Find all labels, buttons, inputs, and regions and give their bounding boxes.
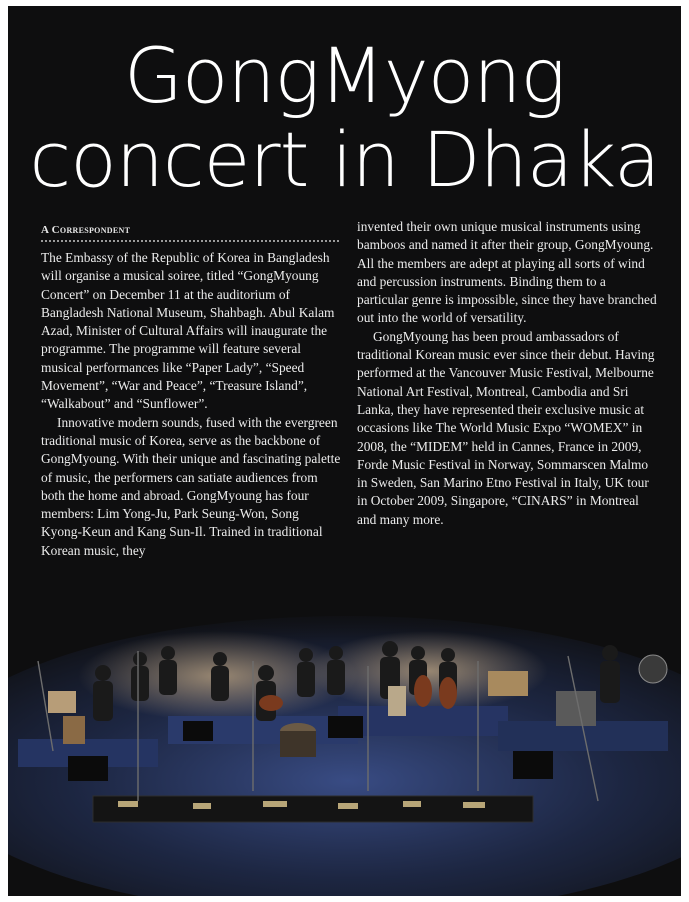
headline-line-1: GongMyong	[124, 31, 565, 120]
paragraph: The Embassy of the Republic of Korea in Bangladesh will organise a musical soiree, titled “GongMyoung Concert” on December 11 at the auditorium of Bangladesh National Museum, Shahbagh. Abul Kalam Azad, Minister of Cultural Affairs will inaugurate the programme. The programme will feature several musical performances like “Paper Lady”, “Speed Movement”, “War and Peace”, “Treasure Island”, “Walkabout” and “Sunflower”.	[41, 250, 335, 412]
stage-illustration	[8, 591, 681, 896]
riser	[338, 706, 508, 736]
article-column-right	[357, 218, 659, 529]
article-column-left	[41, 249, 341, 560]
magazine-page	[8, 6, 681, 896]
byline-divider	[41, 240, 339, 242]
paragraph: Innovative modern sounds, fused with the evergreen traditional music of Korea, serve as the backbone of GongMyoung. With their unique and fascinating palette of music, the performers can satiate audiences from both the home and abroad. GongMyoung has four members: Lim Yong-Ju, Park Seung-Won, Song Kyong-Keun and Kang Sun-Il. Trained in traditional Korean music, they	[41, 414, 341, 558]
front-platform	[93, 796, 533, 822]
paragraph: GongMyoung has been proud ambassadors of traditional Korean music ever since their debut. Having performed at the Vancouver Music Festival, Melbourne National Art Festival, Montreal, Cambodia and Sri Lanka, they have represented their exclusive music at occasions like The World Music Expo “WOMEX” in 2008, the “MIDEM” held in Cannes, France in 2009, Forde Music Festival in Norway, Sommarscen Malmo in Sweden, San Marino Etno Festival in Italy, UK tour in October 2009, Singapore, “CINARS” in Montreal and many more.	[357, 328, 655, 527]
headline-line-2: concert in Dhaka	[29, 115, 660, 204]
paragraph: invented their own unique musical instruments using bamboos and named it after their group, GongMyoung. All the members are adept at playing all sorts of wind and percussion instruments. Binding them to a particular genre is impossible, since they have branched out into the world of versatility.	[357, 219, 657, 326]
concert-stage-photo	[8, 591, 681, 896]
byline: A Correspondent	[41, 224, 131, 236]
